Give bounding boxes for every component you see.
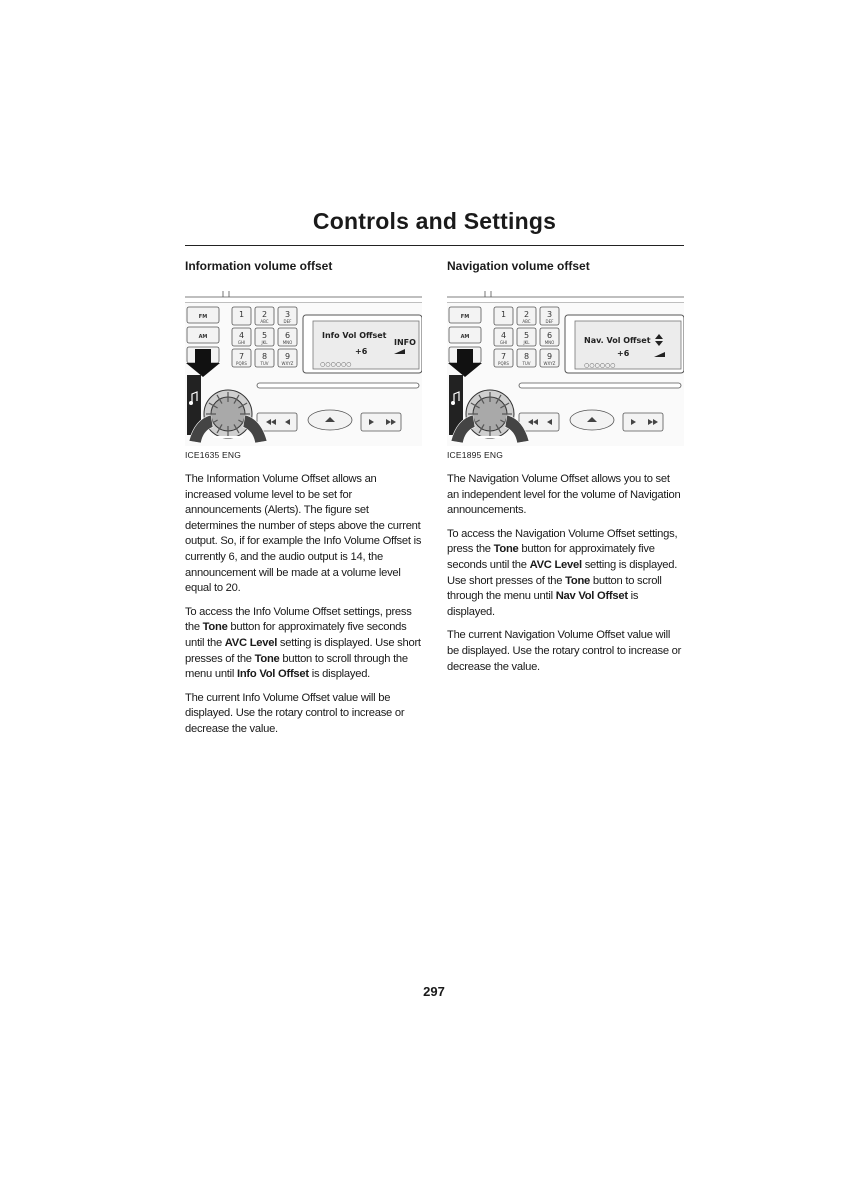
emphasis-term: Tone — [202, 621, 228, 634]
emphasis-term: Tone — [565, 574, 591, 587]
keypad-digit: 3 — [546, 310, 553, 319]
panel-trim — [447, 291, 684, 303]
keypad-letters: ABC — [522, 319, 531, 324]
emphasis-term: AVC Level — [529, 558, 582, 571]
lcd-value: +6 — [617, 349, 630, 358]
text-run: button for approximately five seconds until the — [447, 543, 655, 571]
music-note-head — [189, 401, 193, 405]
lcd-preset-dots: ○○○○○○ — [584, 362, 616, 369]
lcd-badge: INFO — [394, 338, 416, 347]
keypad-digit: 7 — [238, 352, 245, 361]
radio-panel-drawing — [185, 291, 422, 446]
figure-code: ICE1635 ENG — [185, 450, 242, 460]
keypad-digit: 1 — [238, 310, 245, 319]
keypad-digit: 6 — [546, 331, 553, 340]
radio-illustration — [447, 291, 684, 446]
keypad-letters: TUV — [260, 361, 269, 366]
page-number: 297 — [423, 984, 445, 999]
band-button-label: AM — [198, 334, 208, 340]
emphasis-term: Nav Vol Offset — [555, 590, 628, 603]
keypad-digit: 3 — [284, 310, 291, 319]
keypad-letters: TUV — [522, 361, 531, 366]
music-note-head — [451, 401, 455, 405]
title-divider — [185, 245, 684, 246]
text-run: setting is displayed. Use short presses of the — [447, 558, 678, 587]
seek-back-buttons — [519, 413, 559, 431]
keypad-digit: 2 — [261, 310, 268, 319]
body-paragraph — [185, 605, 422, 683]
keypad-letters: JKL — [523, 340, 530, 345]
keypad-letters: WXYZ — [543, 361, 556, 366]
body-paragraph — [447, 472, 684, 519]
radio-panel-drawing — [447, 291, 684, 446]
text-run: The current Navigation Volume Offset value will be displayed. Use the rotary control to increase or decrease the value. — [447, 629, 682, 673]
cd-slot — [257, 383, 419, 388]
section-heading: Information volume offset — [185, 259, 333, 273]
emphasis-term: Info Vol Offset — [236, 668, 309, 681]
text-run: The Information Volume Offset allows an increased volume level to be set for announcements (Alerts). The figure set determines the number of steps above the current output. So, if for example the Info Volume Offset is currently 6, and the audio output is 14, the announcement will be made at a volume level equal to 20. — [185, 473, 422, 595]
body-paragraph — [185, 472, 422, 597]
keypad-digit: 2 — [523, 310, 530, 319]
keypad-digit: 6 — [284, 331, 291, 340]
keypad-letters: JKL — [261, 340, 268, 345]
emphasis-term: Tone — [254, 652, 280, 665]
keypad-digit: 8 — [261, 352, 268, 361]
text-run: button for approximately five seconds until the — [185, 621, 407, 649]
keypad-letters: GHI — [237, 340, 246, 345]
text-run: The Navigation Volume Offset allows you to set an independent level for the volume of Navigation announcements. — [447, 473, 681, 517]
keypad-letters: ABC — [260, 319, 269, 324]
lcd-preset-dots: ○○○○○○ — [320, 361, 352, 368]
band-button-label: FM — [460, 314, 470, 320]
rotary-knob-cap — [211, 397, 245, 431]
keypad-letters: PQRS — [236, 361, 247, 366]
body-text — [185, 472, 422, 738]
keypad-digit: 8 — [523, 352, 530, 361]
keypad-digit: 5 — [523, 331, 530, 340]
keypad-letters: MNO — [544, 340, 555, 345]
lcd-line1: Nav. Vol Offset — [584, 336, 651, 345]
radio-illustration — [185, 291, 422, 446]
text-run: is displayed. — [308, 668, 371, 681]
section-heading: Navigation volume offset — [447, 259, 590, 273]
text-run: is displayed. — [447, 590, 639, 618]
text-run: button to scroll through the menu until — [185, 652, 408, 681]
text-run: To access the Navigation Volume Offset settings, press the — [447, 527, 678, 556]
seek-back-buttons — [257, 413, 297, 431]
emphasis-term: AVC Level — [224, 636, 278, 649]
body-text — [447, 472, 684, 675]
keypad-letters: DEF — [283, 319, 292, 324]
cd-slot — [519, 383, 681, 388]
keypad-digit: 1 — [500, 310, 507, 319]
keypad-digit: 4 — [238, 331, 245, 340]
keypad-digit: 9 — [546, 352, 553, 361]
keypad-letters: WXYZ — [281, 361, 294, 366]
band-button-label: AM — [460, 334, 470, 340]
keypad-digit: 4 — [500, 331, 507, 340]
lcd-line1: Info Vol Offset — [322, 331, 387, 340]
keypad-letters: DEF — [545, 319, 554, 324]
column-info-volume-offset — [185, 259, 422, 738]
band-button-label: FM — [198, 314, 208, 320]
body-paragraph — [185, 691, 422, 738]
emphasis-term: Tone — [493, 543, 519, 556]
panel-trim — [185, 291, 422, 303]
keypad-letters: MNO — [282, 340, 293, 345]
keypad-digit: 7 — [500, 352, 507, 361]
column-nav-volume-offset — [447, 259, 684, 675]
text-run: The current Info Volume Offset value will be displayed. Use the rotary control to increase or decrease the value. — [185, 691, 405, 735]
lcd-value: +6 — [355, 347, 368, 356]
keypad-digit: 5 — [261, 331, 268, 340]
rotary-knob-cap — [473, 397, 507, 431]
body-paragraph — [447, 527, 684, 621]
figure-code: ICE1895 ENG — [447, 450, 504, 460]
keypad-digit: 9 — [284, 352, 291, 361]
text-run: setting is displayed. Use short presses of the — [185, 636, 421, 665]
keypad-letters: PQRS — [498, 361, 509, 366]
text-run: button to scroll through the menu until — [447, 574, 662, 603]
body-paragraph — [447, 628, 684, 675]
page-title: Controls and Settings — [312, 208, 557, 234]
keypad-letters: GHI — [499, 340, 508, 345]
text-run: To access the Info Volume Offset settings, press the — [185, 605, 412, 634]
